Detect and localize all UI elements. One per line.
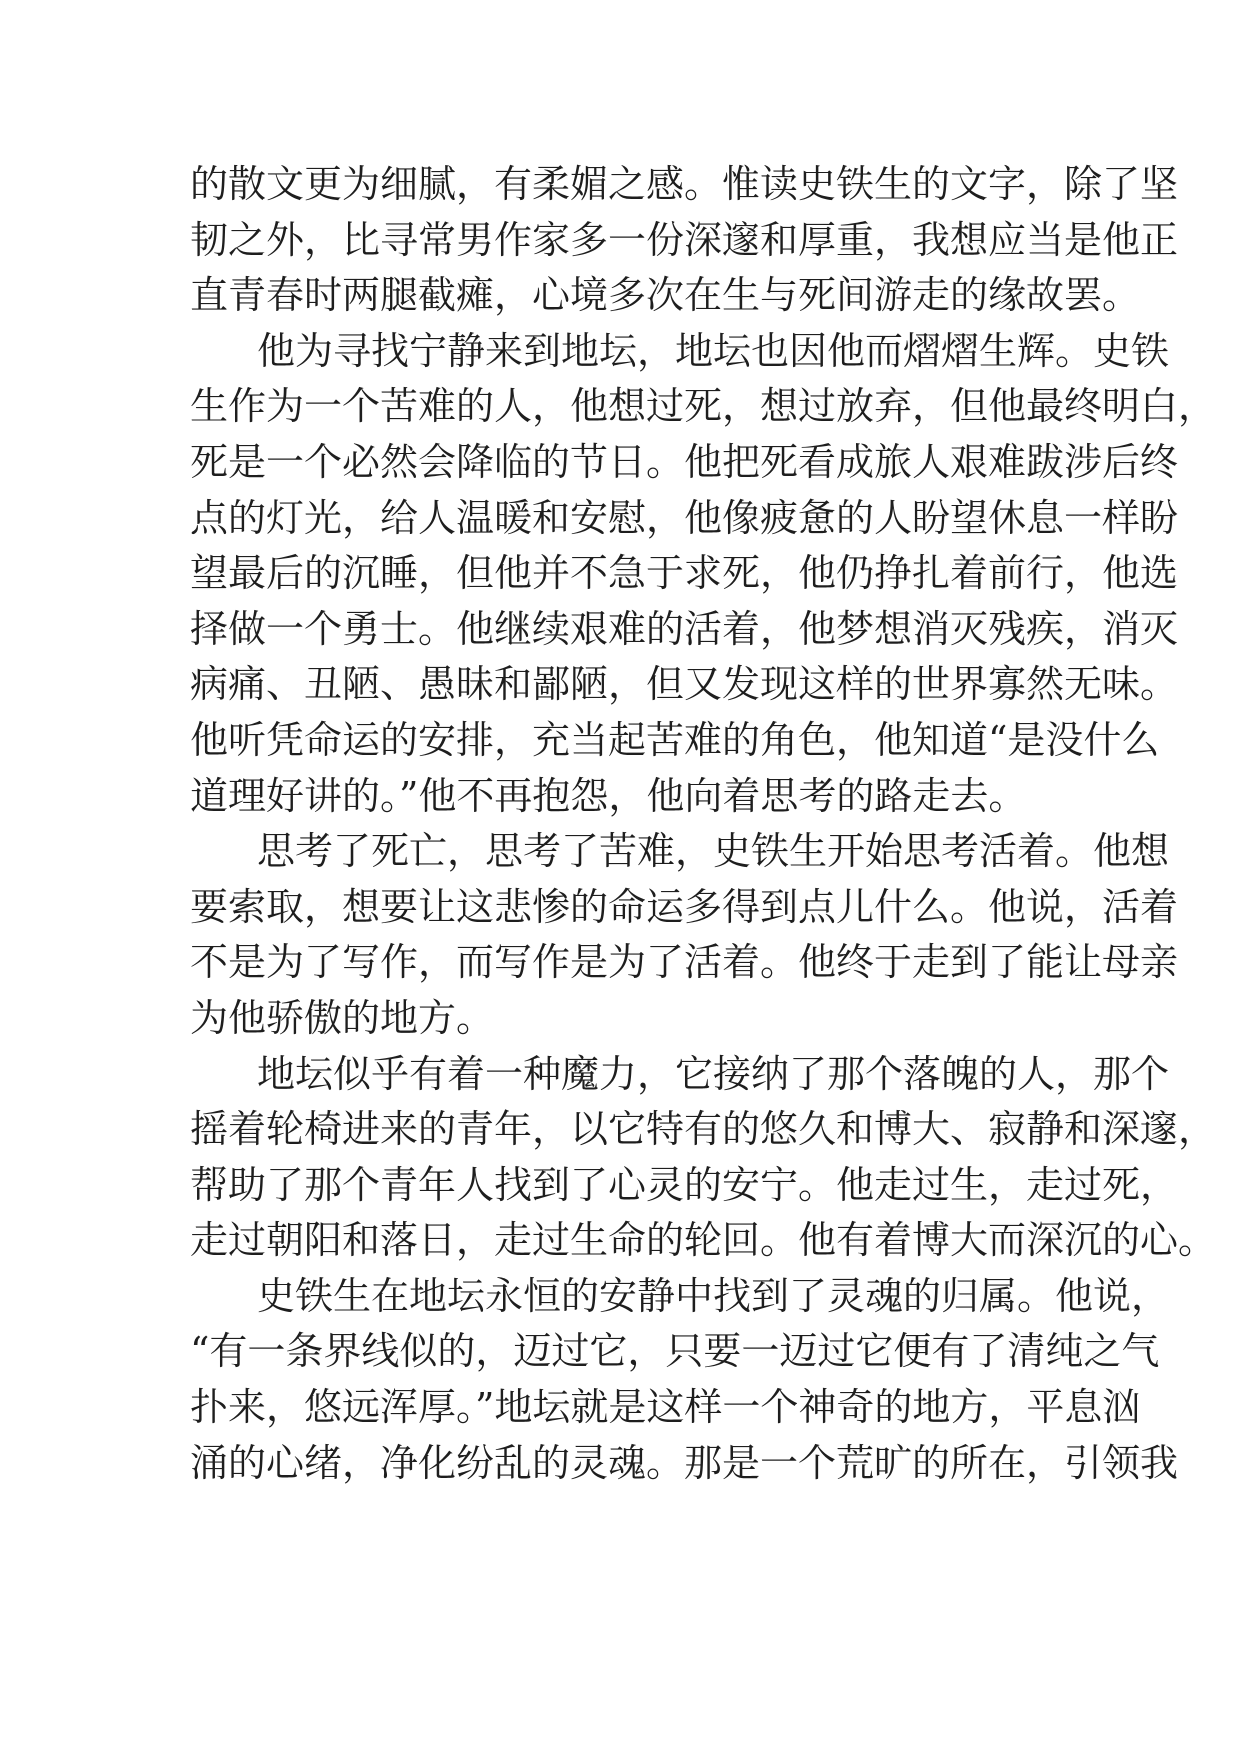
text-line: 直青春时两腿截瘫，心境多次在生与死间游走的缘故罢。 [190,273,1141,318]
text-line: 摇着轮椅进来的青年，以它特有的悠久和博大、寂静和深邃， [190,1107,1217,1152]
body-text [190,157,1217,1491]
text-line: 涌的心绪，净化纷乱的灵魂。那是一个荒旷的所在，引领我 [190,1440,1179,1485]
text-line: “有一条界线似的，迈过它，只要一迈过它便有了清纯之气 [190,1329,1160,1374]
text-line: 的散文更为细腻，有柔媚之感。惟读史铁生的文字，除了坚 [190,162,1179,206]
text-line: 为他骄傲的地方。 [190,995,495,1040]
text-line: 死是一个必然会降临的节日。他把死看成旅人艰难跋涉后终 [190,439,1179,484]
text-line: 走过朝阳和落日，走过生命的轮回。他有着博大而深沉的心。 [190,1218,1217,1263]
text-line: 他听凭命运的安排，充当起苦难的角色，他知道“是没什么 [190,717,1160,762]
paragraph-first-line: 思考了死亡，思考了苦难，史铁生开始思考活着。他想 [257,829,1170,874]
paragraph-first-line: 地坛似乎有着一种魔力，它接纳了那个落魄的人，那个 [257,1051,1170,1096]
text-line: 不是为了写作，而写作是为了活着。他终于走到了能让母亲 [190,940,1179,985]
paragraph-first-line: 史铁生在地坛永恒的安静中找到了灵魂的归属。他说， [257,1273,1170,1318]
text-line: 病痛、丑陋、愚昧和鄙陋，但又发现这样的世界寡然无味。 [190,662,1179,707]
text-line: 择做一个勇士。他继续艰难的活着，他梦想消灭残疾，消灭 [190,606,1179,651]
text-line: 生作为一个苦难的人，他想过死，想过放弃，但他最终明白， [190,384,1217,429]
text-line: 道理好讲的。”他不再抱怨，他向着思考的路走去。 [190,773,1027,818]
paragraph-first-line: 他为寻找宁静来到地坛，地坛也因他而熠熠生辉。史铁 [257,328,1170,373]
text-line: 要索取，想要让这悲惨的命运多得到点儿什么。他说，活着 [190,884,1179,929]
text-line: 望最后的沉睡，但他并不急于求死，他仍挣扎着前行，他选 [190,551,1179,596]
text-line: 韧之外，比寻常男作家多一份深邃和厚重，我想应当是他正 [190,217,1179,262]
text-line: 点的灯光，给人温暖和安慰，他像疲惫的人盼望休息一样盼 [190,495,1179,540]
text-line: 扑来，悠远浑厚。”地坛就是这样一个神奇的地方，平息汹 [190,1385,1141,1430]
text-line: 帮助了那个青年人找到了心灵的安宁。他走过生，走过死， [190,1162,1179,1207]
